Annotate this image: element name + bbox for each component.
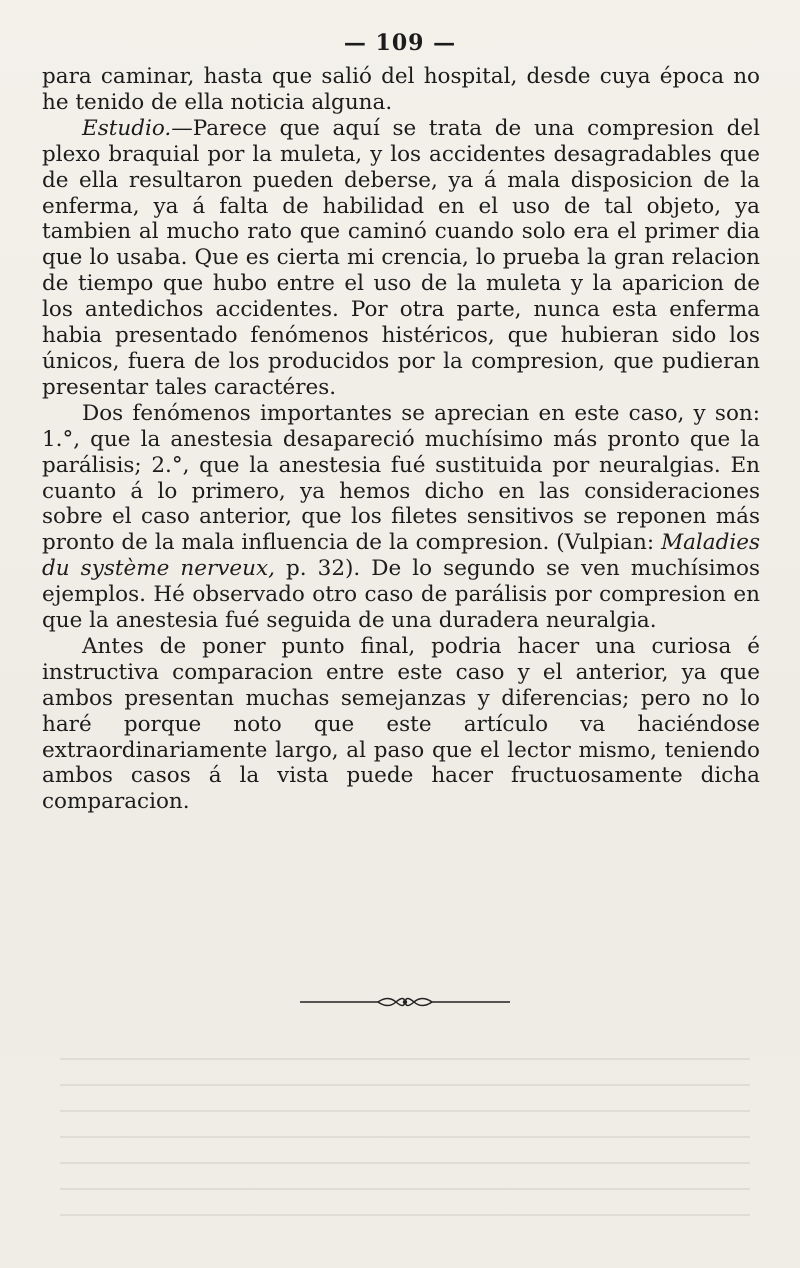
bleed-through-shadow [60,1040,750,1240]
body-text [42,64,760,815]
paragraph-3-book-title: Maladies du système nerveux, [42,530,760,582]
paragraph-2 [42,116,760,401]
page-number: — 109 — [343,30,457,56]
paragraph-3-text-after: p. 32). De lo segundo se ven muchísimos ejemplos. Hé observado otro caso de parálisis por compresion en que la anestesia fué seguida de una duradera neuralgia. [42,556,760,634]
paragraph-4 [42,634,760,815]
paragraph-3-text-before: Dos fenómenos importantes se aprecian en este caso, y son: 1.°, que la anestesia desapareció muchísimo más pronto que la parálisis; 2.°, que la anestesia fué sustituida por neuralgias. En cuanto á lo primero, ya hemos dicho en las consideraciones sobre el caso anterior, que los filetes sensitivos se reponen más pronto de la mala influencia de la compresion. (Vulpian: [42,400,760,556]
paragraph-2-lead: Estudio. [82,115,172,141]
paragraph-1-text: para caminar, hasta que salió del hospital, desde cuya época no he tenido de ella noticia alguna. [42,64,760,115]
paragraph-4-text: Antes de poner punto final, podria hacer una curiosa é instructiva comparacion entre este caso y el anterior, ya que ambos presentan muchas semejanzas y diferencias; pero no lo haré porque noto que este artículo va haciéndose extraordinariamente largo, al paso que el lector mismo, teniendo ambos casos á la vista puede hacer fructuosamente dicha comparacion. [42,633,760,815]
ornament-rule [298,990,512,1014]
paragraph-1 [42,64,760,116]
paragraph-3 [42,401,760,634]
paragraph-2-text: —Parece que aquí se trata de una compresion del plexo braquial por la muleta, y los accidentes desagradables que de ella resultaron pueden deberse, ya á mala disposicion de la enferma, ya á falta de habilidad en el uso de tal objeto, ya tambien al mucho rato que caminó cuando solo era el primer dia que lo usaba. Que es cierta mi crencia, lo prueba la gran relacion de tiempo que hubo entre el uso de la muleta y la aparicion de los antedichos accidentes. Por otra parte, nunca esta enferma habia presentado fenómenos histéricos, que hubieran sido los únicos, fuera de los producidos por la compresion, que pudieran presentar tales caractéres. [42,115,760,400]
